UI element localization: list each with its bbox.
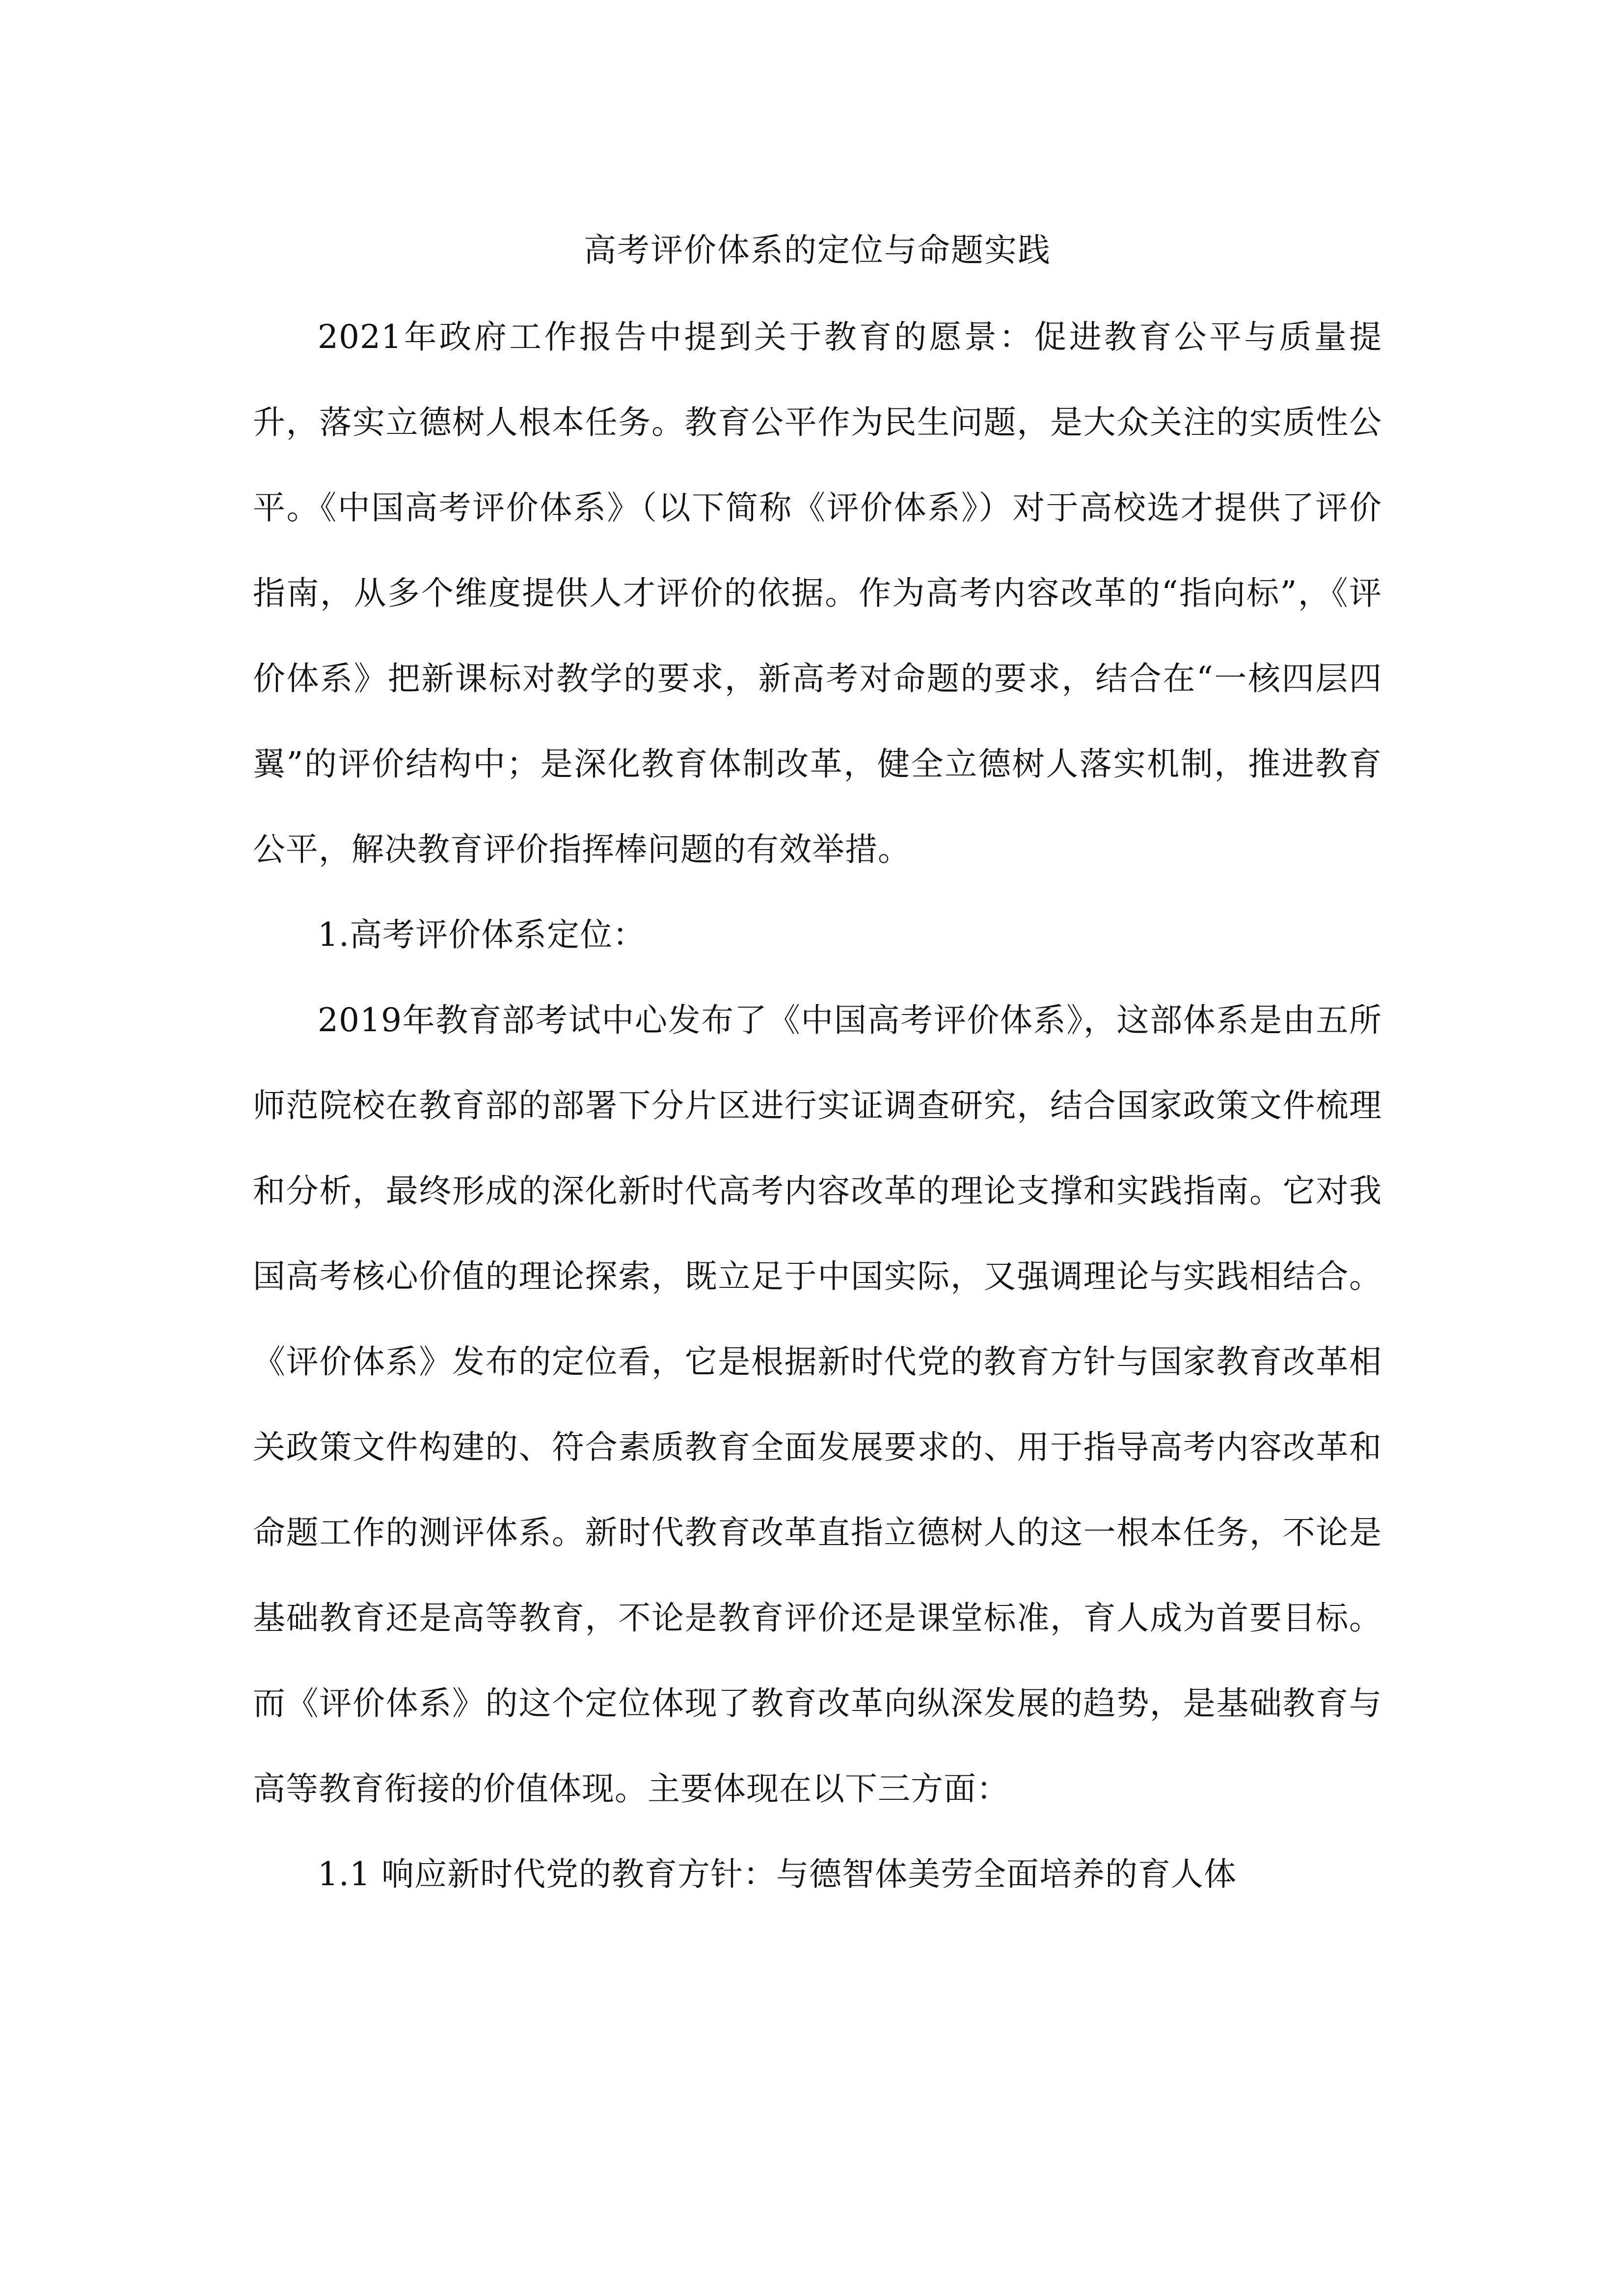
document-title: 高考评价体系的定位与命题实践: [584, 231, 1051, 269]
intro-paragraph: 2021年政府工作报告中提到关于教育的愿景：促进教育公平与质量提升，落实立德树人根本任务。教育公平作为民生问题，是大众关注的实质性公平。《中国高考评价体系》（以下简称《评价体系》）对于高校选才提供了评价指南，从多个维度提供人才评价的依据。作为高考内容改革的“指向标”，《评价体系》把新课标对教学的要求，新高考对命题的要求，结合在“一核四层四翼”的评价结构中；是深化教育体制改革，健全立德树人落实机制，推进教育公平，解决教育评价指挥棒问题的有效举措。: [253, 318, 1382, 868]
subsection-1-1-paragraph: 1.1 响应新时代党的教育方针：与德智体美劳全面培养的育人体: [318, 1855, 1237, 1893]
section-heading-1: 1.高考评价体系定位：: [318, 916, 646, 954]
section-1-paragraph: 2019年教育部考试中心发布了《中国高考评价体系》，这部体系是由五所师范院校在教育部的部署下分片区进行实证调查研究，结合国家政策文件梳理和分析，最终形成的深化新时代高考内容改革的理论支撑和实践指南。它对我国高考核心价值的理论探索，既立足于中国实际，又强调理论与实践相结合。《评价体系》发布的定位看，它是根据新时代党的教育方针与国家教育改革相关政策文件构建的、符合素质教育全面发展要求的、用于指导高考内容改革和命题工作的测评体系。新时代教育改革直指立德树人的这一根本任务，不论是基础教育还是高等教育，不论是教育评价还是课堂标准，育人成为首要目标。而《评价体系》的这个定位体现了教育改革向纵深发展的趋势，是基础教育与高等教育衔接的价值体现。主要体现在以下三方面：: [253, 1001, 1382, 1808]
document-body: [253, 206, 1382, 1917]
